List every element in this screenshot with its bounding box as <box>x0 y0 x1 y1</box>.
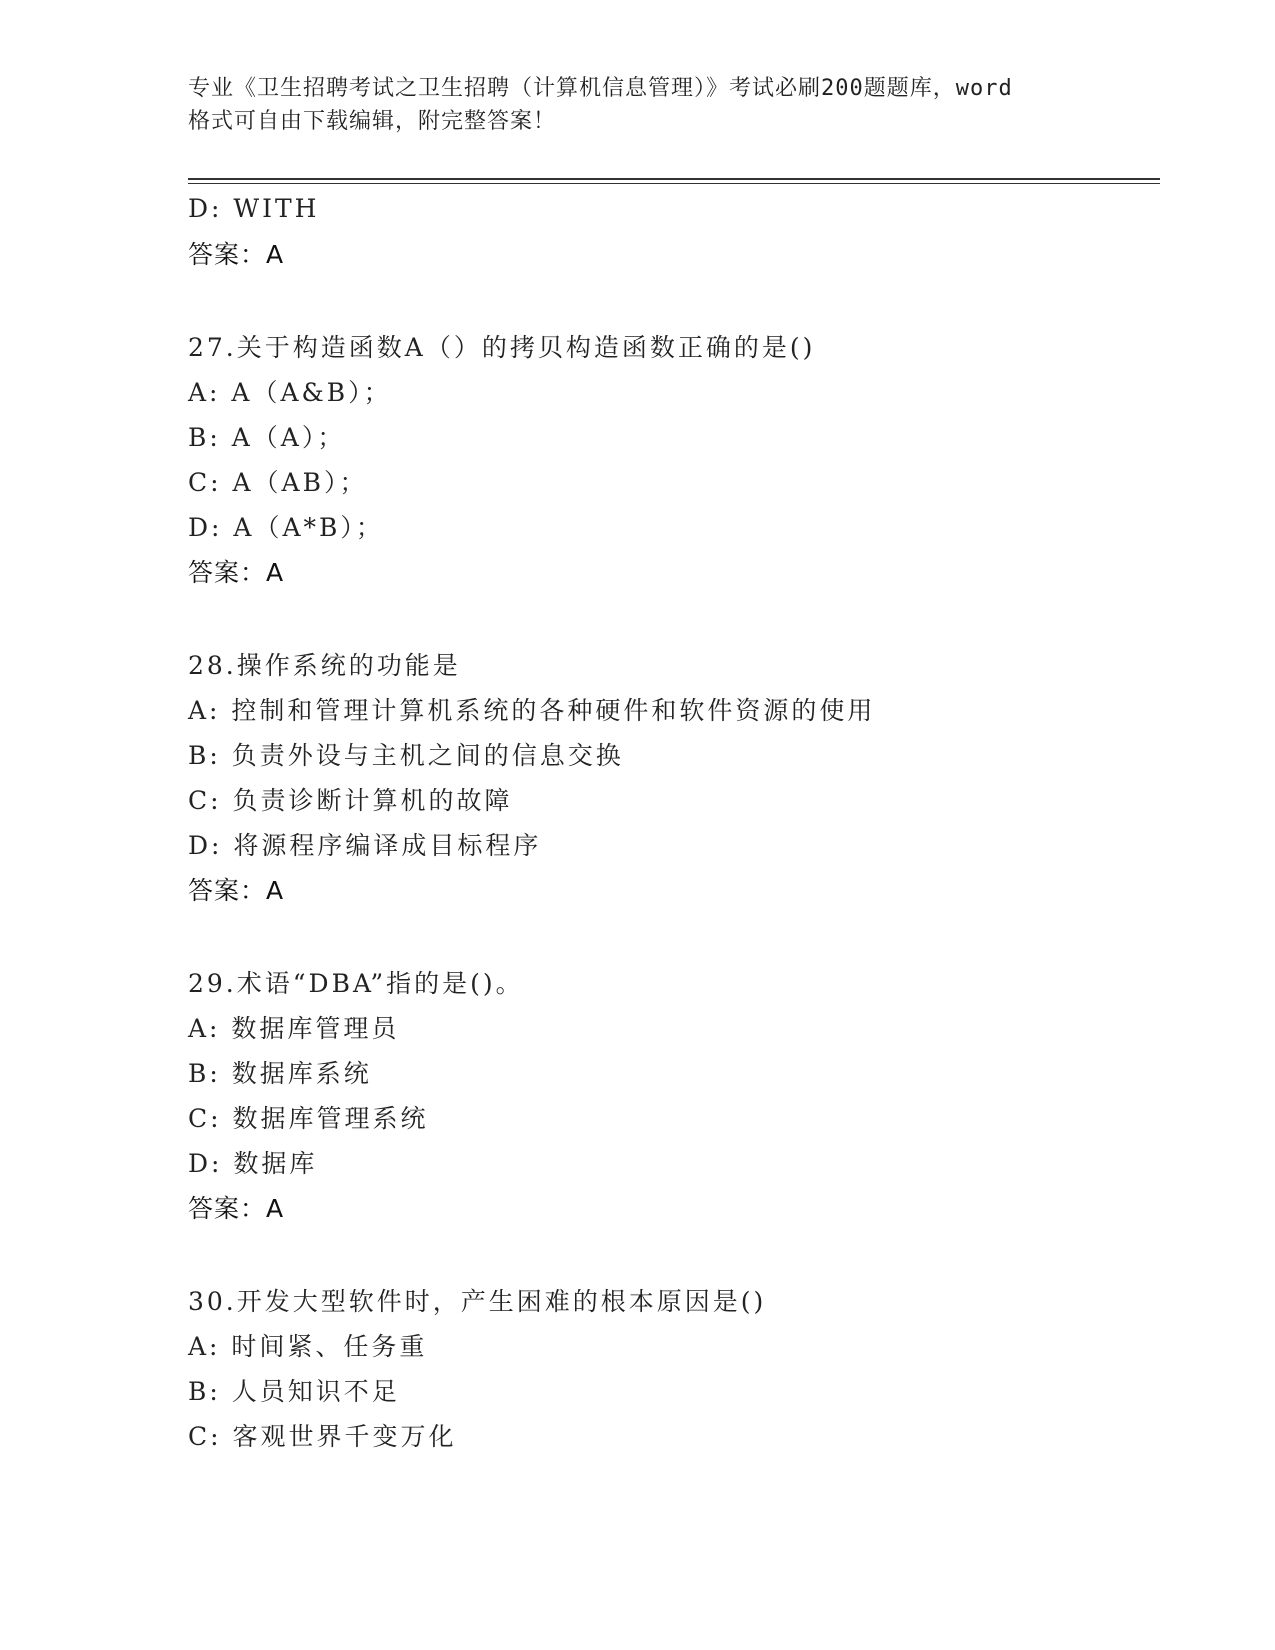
header-line-2: 格式可自由下载编辑，附完整答案！ <box>188 109 557 134</box>
question-29-stem: 29.术语“DBA”指的是()。 <box>188 969 524 998</box>
question-29-answer: 答案：A <box>188 1194 285 1223</box>
question-27-option-a: A: A（A&B）； <box>188 378 392 407</box>
question-30-stem: 30.开发大型软件时，产生困难的根本原因是() <box>188 1287 767 1316</box>
header-line-1: 专业《卫生招聘考试之卫生招聘（计算机信息管理）》考试必刷200题题库，word <box>188 76 1013 101</box>
prev-option-d: D: WITH <box>188 194 320 223</box>
question-28-option-c: C: 负责诊断计算机的故障 <box>188 786 513 815</box>
header-divider-thin <box>188 183 1160 184</box>
question-27-answer: 答案：A <box>188 558 285 587</box>
question-27-option-b: B: A（A）； <box>188 423 346 452</box>
question-28-option-b: B: 负责外设与主机之间的信息交换 <box>188 741 624 770</box>
question-29-option-d: D: 数据库 <box>188 1149 318 1178</box>
question-28-option-a: A: 控制和管理计算机系统的各种硬件和软件资源的使用 <box>188 696 876 725</box>
question-27-option-d: D: A（A*B）； <box>188 513 384 542</box>
document-header <box>188 72 1108 138</box>
question-27-option-c: C: A（AB）； <box>188 468 368 497</box>
question-27-stem: 27.关于构造函数A（）的拷贝构造函数正确的是() <box>188 333 816 362</box>
question-28-option-d: D: 将源程序编译成目标程序 <box>188 831 542 860</box>
question-29-option-a: A: 数据库管理员 <box>188 1014 400 1043</box>
question-28-answer: 答案：A <box>188 876 285 905</box>
prev-answer: 答案：A <box>188 240 285 269</box>
question-28-stem: 28.操作系统的功能是 <box>188 651 461 680</box>
question-30-option-a: A: 时间紧、任务重 <box>188 1332 428 1361</box>
header-divider-thick <box>188 178 1160 180</box>
question-30-option-b: B: 人员知识不足 <box>188 1377 400 1406</box>
question-30-option-c: C: 客观世界千变万化 <box>188 1422 457 1451</box>
question-29-option-b: B: 数据库系统 <box>188 1059 372 1088</box>
question-29-option-c: C: 数据库管理系统 <box>188 1104 429 1133</box>
